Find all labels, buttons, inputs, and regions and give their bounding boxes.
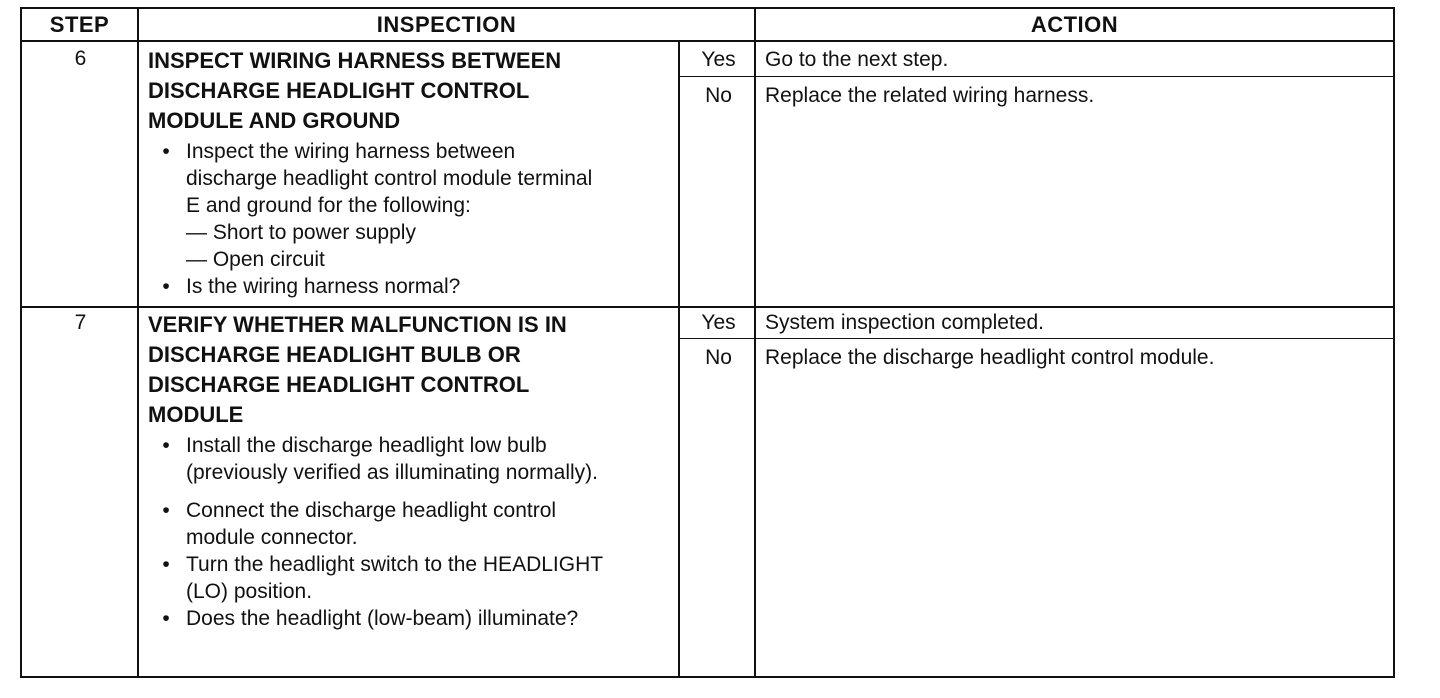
- bullet-item: [148, 432, 678, 486]
- bullet-icon: •: [162, 607, 170, 630]
- sub-item: — Short to power supply: [186, 221, 416, 244]
- header-inspection: INSPECTION: [376, 12, 517, 37]
- bullet-line: Inspect the wiring harness between: [186, 140, 516, 163]
- step-number: 6: [74, 47, 87, 70]
- bullet-icon: •: [162, 499, 170, 522]
- inspection-title: [148, 310, 678, 430]
- bullet-line: Does the headlight (low-beam) illuminate?: [186, 607, 579, 630]
- no-label: No: [705, 84, 732, 107]
- no-label: No: [705, 346, 732, 369]
- bullet-item: [148, 551, 678, 605]
- row7-yes-no-divider: [678, 338, 1393, 339]
- title-line: INSPECT WIRING HARNESS BETWEEN: [148, 48, 562, 73]
- bullet-line: E and ground for the following:: [186, 194, 471, 217]
- header-action: ACTION: [1030, 12, 1119, 37]
- bullet-line: (LO) position.: [186, 580, 313, 603]
- bullet-item: [148, 497, 678, 551]
- yes-label: Yes: [701, 311, 736, 334]
- yes-action: Go to the next step.: [765, 48, 949, 71]
- title-line: DISCHARGE HEADLIGHT BULB OR: [148, 342, 521, 367]
- inspection-title: [148, 46, 678, 136]
- title-line: MODULE: [148, 402, 244, 427]
- bullet-icon: •: [162, 434, 170, 457]
- bullet-icon: •: [162, 553, 170, 576]
- inspection-cell: [148, 46, 678, 300]
- bullet-line: Is the wiring harness normal?: [186, 275, 461, 298]
- step-number: 7: [74, 311, 87, 334]
- bullet-item: [148, 138, 678, 273]
- bullet-item: [148, 605, 678, 632]
- inspection-bullets: [148, 432, 678, 632]
- diagnostic-table: [20, 7, 1395, 678]
- bullet-line: Turn the headlight switch to the HEADLIGHT: [186, 553, 604, 576]
- row-divider-6-7: [22, 306, 1393, 308]
- no-action: Replace the related wiring harness.: [765, 84, 1095, 107]
- title-line: MODULE AND GROUND: [148, 108, 401, 133]
- inspection-bullets: [148, 138, 678, 300]
- header-step: STEP: [49, 12, 110, 37]
- title-line: DISCHARGE HEADLIGHT CONTROL: [148, 372, 530, 397]
- bullet-icon: •: [162, 275, 170, 298]
- yes-label: Yes: [701, 48, 736, 71]
- inspection-cell: [148, 310, 678, 632]
- yes-action: System inspection completed.: [765, 311, 1044, 334]
- bullet-line: (previously verified as illuminating normally).: [186, 461, 598, 484]
- bullet-icon: •: [162, 140, 170, 163]
- row6-yes-no-divider: [678, 76, 1393, 77]
- no-action: Replace the discharge headlight control module.: [765, 346, 1215, 369]
- title-line: VERIFY WHETHER MALFUNCTION IS IN: [148, 312, 567, 337]
- divider-yesno-action: [754, 9, 756, 676]
- bullet-line: module connector.: [186, 526, 358, 549]
- bullet-line: discharge headlight control module terminal: [186, 167, 593, 190]
- divider-step-inspection: [137, 9, 139, 676]
- bullet-line: Install the discharge headlight low bulb: [186, 434, 547, 457]
- title-line: DISCHARGE HEADLIGHT CONTROL: [148, 78, 530, 103]
- sub-item: — Open circuit: [186, 248, 325, 271]
- bullet-line: Connect the discharge headlight control: [186, 499, 557, 522]
- bullet-item: [148, 273, 678, 300]
